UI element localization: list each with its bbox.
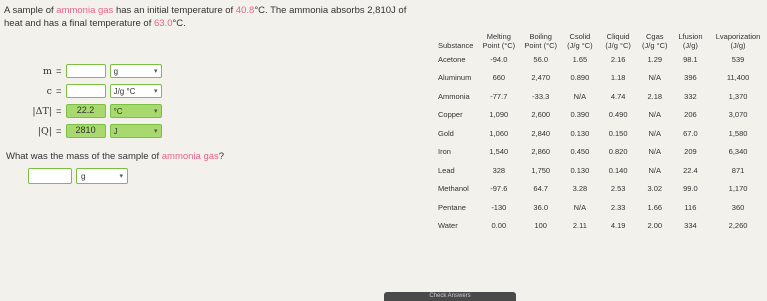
table-cell: 0.130 [570,128,590,138]
specific-heat-label: c [46,85,52,97]
table-cell: 1,580 [728,128,748,138]
table-cell: N/A [573,91,587,101]
equals-sign: = [56,125,62,137]
specific-heat-unit: J/g °C [113,86,136,96]
table-cell: N/A [648,165,662,175]
question-substance: ammonia gas [161,151,219,162]
table-cell: 0.130 [570,165,590,175]
equals-sign: = [56,65,62,77]
table-cell: 539 [731,54,745,64]
check-answers-label: Check Answers [429,293,471,299]
substance-name-cell: Aluminum [438,73,472,83]
table-cell: -94.0 [490,54,508,64]
question-end: ? [218,151,225,162]
table-cell: 2.00 [647,221,663,231]
problem-text: °C. [172,18,186,29]
table-row [434,180,767,199]
table-row [434,124,767,143]
delta-t-label: |ΔT| [32,105,52,117]
table-cell: 100 [534,221,547,231]
problem-text: has an initial temperature of [113,5,236,16]
table-cell: 56.0 [533,54,549,64]
table-cell: 0.820 [608,147,628,157]
table-cell: 396 [684,73,697,83]
substance-name-cell: Pentane [438,202,466,212]
table-cell: 0.890 [570,73,590,83]
table-cell: 64.7 [533,184,549,194]
table-cell: N/A [648,73,662,83]
table-cell: N/A [573,202,587,212]
question-text: What was the mass of the sample of [6,151,162,162]
mass-input[interactable] [66,64,106,78]
mass-unit: g [113,66,119,76]
table-cell: 116 [684,202,697,212]
table-cell: -77.7 [490,91,508,101]
heat-row [8,124,162,138]
mass-unit-select[interactable] [110,64,162,78]
table-cell: 2,260 [728,221,748,231]
table-header: Lvaporization (J/g) [715,32,761,50]
substance-name-cell: Acetone [438,54,466,64]
table-row [434,161,767,180]
answer-unit-select[interactable] [76,168,128,184]
table-header: Cliquid (J/g °C) [605,32,631,50]
table-cell: 22.4 [683,165,698,175]
table-cell: 1,060 [489,128,509,138]
specific-heat-input[interactable] [66,84,106,98]
problem-substance: ammonia gas [56,5,114,16]
substance-name-cell: Methanol [438,184,469,194]
table-cell: 660 [492,73,506,83]
table-cell: 1.18 [610,73,626,83]
heat-unit-select[interactable] [110,124,162,138]
substance-name-cell: Lead [438,165,455,175]
table-cell: 2.11 [572,221,587,231]
table-cell: 2.18 [647,91,663,101]
initial-temp: 40.8 [235,5,255,16]
chevron-down-icon: ▾ [119,173,123,180]
answer-row [28,168,128,184]
table-row [434,143,767,162]
table-cell: 328 [492,165,506,175]
table-cell: 2.16 [610,54,626,64]
table-cell: N/A [648,147,662,157]
table-row [434,87,767,106]
table-cell: 871 [731,165,745,175]
substance-name-cell: Iron [438,147,451,157]
table-cell: 2,840 [531,128,551,138]
table-header: Boiling Point (°C) [524,32,558,50]
chevron-down-icon: ▾ [154,128,158,135]
chevron-down-icon: ▾ [154,88,158,95]
answer-unit: g [81,171,86,181]
table-row [434,217,767,236]
table-cell: 332 [684,91,697,101]
delta-t-input[interactable]: 22.2 [66,104,106,118]
table-cell: 3,070 [728,110,748,120]
substance-name-cell: Ammonia [438,91,470,101]
table-cell: 3.28 [572,184,588,194]
mass-label: m [42,65,52,77]
question-prompt [6,151,224,162]
table-cell: 1.29 [647,54,663,64]
table-cell: -33.3 [532,91,550,101]
table-cell: 0.150 [608,128,628,138]
specific-heat-row [8,84,162,98]
table-cell: 0.390 [570,110,590,120]
problem-text: °C. The ammonia absorbs 2,810J of heat and has a final temperature of [4,5,407,29]
heat-input[interactable]: 2810 [66,124,106,138]
delta-t-unit-select[interactable] [110,104,162,118]
table-cell: 0.490 [608,110,628,120]
table-cell: 0.450 [570,147,590,157]
table-cell: 1,090 [489,110,509,120]
problem-statement [4,4,424,30]
table-cell: 3.02 [647,184,663,194]
heat-unit: J [113,126,118,136]
answer-input[interactable] [28,168,72,184]
table-cell: 209 [684,147,697,157]
table-cell: 2,860 [531,147,551,157]
table-row [434,106,767,125]
table-header-row [434,18,767,50]
substance-name-cell: Copper [438,110,463,120]
table-cell: 2,470 [531,73,551,83]
table-header: Lfusion (J/g) [678,32,703,50]
equals-sign: = [56,85,62,97]
substance-name-cell: Gold [438,128,454,138]
table-cell: -130 [491,202,507,212]
properties-table [434,18,767,235]
table-cell: 4.19 [610,221,626,231]
check-answers-bar[interactable] [384,292,516,301]
mass-row [8,64,162,78]
substance-name-cell: Water [438,221,458,231]
table-cell: 1,540 [489,147,509,157]
table-cell: 1,750 [531,165,551,175]
table-header: Substance [438,41,474,50]
table-header: Cgas (J/g °C) [642,32,668,50]
table-cell: 0.140 [608,165,628,175]
table-cell: 206 [684,110,697,120]
delta-t-unit: °C [113,106,123,116]
table-cell: 1.65 [572,54,588,64]
table-cell: 2,600 [531,110,551,120]
table-cell: N/A [648,110,662,120]
chevron-down-icon: ▾ [154,108,158,115]
final-temp: 63.0 [154,18,173,29]
table-cell: 2.53 [610,184,626,194]
table-cell: 1,170 [728,184,748,194]
delta-t-row [8,104,162,118]
specific-heat-unit-select[interactable] [110,84,162,98]
table-cell: 334 [684,221,697,231]
chevron-down-icon: ▾ [154,68,158,75]
table-cell: 67.0 [683,128,698,138]
problem-text: A sample of [4,5,57,16]
equals-sign: = [56,105,62,117]
table-cell: 1,370 [728,91,748,101]
table-cell: 6,340 [728,147,748,157]
table-row [434,69,767,88]
table-cell: 1.66 [647,202,663,212]
table-row [434,198,767,217]
table-header: Csolid (J/g °C) [567,32,593,50]
table-cell: 0.00 [491,221,507,231]
table-row [434,50,767,69]
table-cell: 2.33 [610,202,626,212]
table-header: Melting Point (°C) [482,32,516,50]
table-cell: N/A [648,128,662,138]
table-cell: 98.1 [683,54,698,64]
table-cell: 360 [731,202,745,212]
table-cell: 4.74 [610,91,626,101]
table-cell: 99.0 [683,184,698,194]
table-body [434,50,767,235]
table-cell: 11,400 [726,73,750,83]
heat-label: |Q| [37,125,52,137]
table-cell: -97.6 [490,184,508,194]
table-cell: 36.0 [533,202,549,212]
